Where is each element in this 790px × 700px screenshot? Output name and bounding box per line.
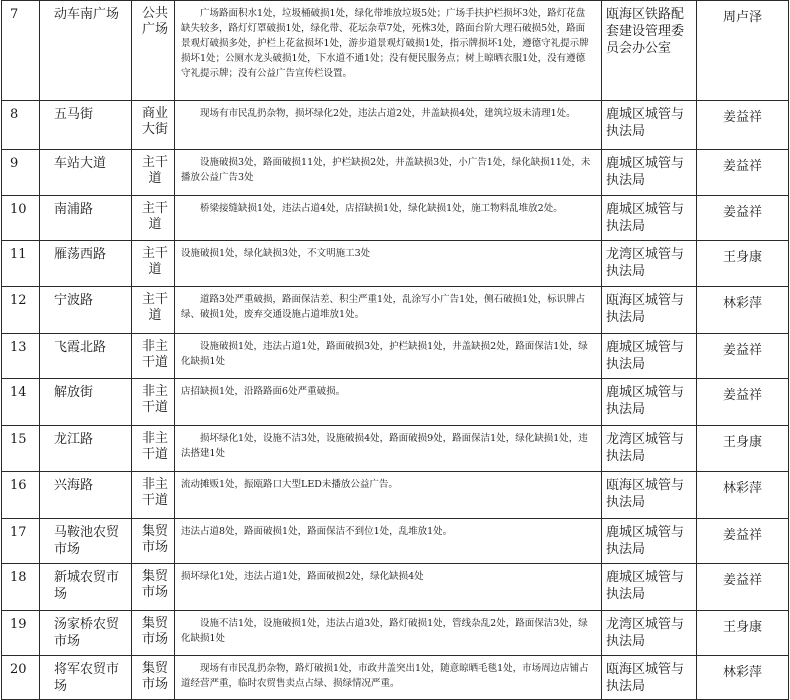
issue-description: 违法占道8处，路面破损1处，路面保洁不到位1处，乱堆放1处。 [175,519,602,564]
road-name: 动车南广场 [40,1,132,101]
road-name: 南浦路 [40,196,132,241]
table-row [2,150,789,196]
table-row [2,379,789,426]
issue-description: 现场有市民乱扔杂物，损坏绿化2处，违法占道2处，井盖缺损4处，建筑垃圾未清理1处。 [175,101,602,150]
responsible-person: 姜益祥 [697,334,789,379]
table-row [2,472,789,519]
row-number: 17 [2,519,40,564]
row-number: 8 [2,101,40,150]
responsible-person: 王身康 [697,426,789,472]
road-category: 主干道 [132,150,175,196]
responsible-person: 王身康 [697,241,789,287]
road-name: 兴海路 [40,472,132,519]
road-category: 主干道 [132,196,175,241]
responsible-person: 姜益祥 [697,150,789,196]
issue-description: 现场有市民乱扔杂物，路灯破损1处，市政井盖突出1处，随意晾晒毛毯1处，市场周边店铺占道经营严重，临时农贸售卖点占绿、损绿情况严重。 [175,656,602,700]
road-name: 新城农贸市场 [40,564,132,611]
responsible-department: 龙湾区城管与执法局 [602,611,697,656]
responsible-department: 鹿城区城管与执法局 [602,519,697,564]
row-number: 19 [2,611,40,656]
row-number: 11 [2,241,40,287]
row-number: 10 [2,196,40,241]
issue-description: 设施破损1处，绿化缺损3处，不文明施工3处 [175,241,602,287]
responsible-person: 林彩萍 [697,656,789,700]
road-name: 宁波路 [40,287,132,334]
road-name: 解放街 [40,379,132,426]
responsible-department: 龙湾区城管与执法局 [602,426,697,472]
table-row [2,241,789,287]
road-category: 集贸市场 [132,656,175,700]
responsible-department: 瓯海区铁路配套建设管理委员会办公室 [602,1,697,101]
table-row [2,656,789,700]
road-name: 龙江路 [40,426,132,472]
issue-description: 桥梁接缝缺损1处，违法占道4处，店招缺损1处，绿化缺损1处，施工物料乱堆放2处。 [175,196,602,241]
table-row [2,334,789,379]
row-number: 20 [2,656,40,700]
road-name: 五马街 [40,101,132,150]
row-number: 14 [2,379,40,426]
issue-description: 广场路面积水1处，垃圾桶破损1处，绿化带堆放垃圾5处；广场手扶护栏损坏3处，路灯花盘缺失较多，路灯灯罩破损1处，绿化带、花坛杂草7处，死株3处，路面台阶大理石破损5处，路面景观灯破损多处，护栏上花盆损坏1处，游步道景观灯破损1处，指示牌损坏1处，遵德守礼提示牌损坏1处；公厕水龙头破损1处，下水道不通1处；没有便民服务点；树上晾晒衣服1处，没有遵德守礼提示牌；没有公益广告宣传栏设置。 [175,1,602,101]
issue-description: 设施不洁1处，设施破损1处，违法占道3处，路灯破损1处，管线杂乱2处，路面保洁3处，绿化缺损1处 [175,611,602,656]
table-row [2,611,789,656]
road-name: 飞霞北路 [40,334,132,379]
table-row [2,287,789,334]
responsible-person: 姜益祥 [697,196,789,241]
road-category: 集贸市场 [132,519,175,564]
row-number: 18 [2,564,40,611]
road-name: 汤家桥农贸市场 [40,611,132,656]
road-category: 非主干道 [132,472,175,519]
table-row [2,101,789,150]
responsible-department: 鹿城区城管与执法局 [602,379,697,426]
table-row [2,519,789,564]
road-category: 集贸市场 [132,611,175,656]
road-category: 非主干道 [132,379,175,426]
responsible-department: 鹿城区城管与执法局 [602,101,697,150]
issue-description: 流动摊贩1处，振瓯路口大型LED未播放公益广告。 [175,472,602,519]
table-row [2,1,789,101]
responsible-person: 周卢泽 [697,1,789,101]
responsible-person: 姜益祥 [697,101,789,150]
road-category: 商业大街 [132,101,175,150]
table-row [2,426,789,472]
issue-description: 损坏绿化1处，违法占道1处，路面破损2处，绿化缺损4处 [175,564,602,611]
table-row [2,196,789,241]
road-category: 集贸市场 [132,564,175,611]
responsible-department: 瓯海区城管与执法局 [602,656,697,700]
responsible-department: 鹿城区城管与执法局 [602,196,697,241]
responsible-person: 姜益祥 [697,379,789,426]
responsible-person: 林彩萍 [697,287,789,334]
issue-description: 设施破损1处，违法占道1处，路面破损3处，护栏缺损1处，井盖缺损2处，路面保洁1处，绿化缺损1处 [175,334,602,379]
responsible-department: 鹿城区城管与执法局 [602,334,697,379]
road-category: 非主干道 [132,334,175,379]
row-number: 12 [2,287,40,334]
responsible-department: 鹿城区城管与执法局 [602,564,697,611]
road-name: 将军农贸市场 [40,656,132,700]
road-name: 雁荡西路 [40,241,132,287]
road-name: 马鞍池农贸市场 [40,519,132,564]
road-category: 非主干道 [132,426,175,472]
responsible-person: 姜益祥 [697,519,789,564]
issue-description: 损坏绿化1处，设施不洁3处，设施破损4处，路面破损9处，路面保洁1处，绿化缺损1处，违法搭建1处 [175,426,602,472]
responsible-department: 瓯海区城管与执法局 [602,287,697,334]
issue-description: 设施破损3处，路面破损11处，护栏缺损2处，井盖缺损3处，小广告1处，绿化缺损11处，未播放公益广告3处 [175,150,602,196]
responsible-person: 林彩萍 [697,472,789,519]
row-number: 9 [2,150,40,196]
responsible-person: 王身康 [697,611,789,656]
table-row [2,564,789,611]
road-category: 公共广场 [132,1,175,101]
road-category: 主干道 [132,241,175,287]
responsible-department: 龙湾区城管与执法局 [602,241,697,287]
issue-description: 店招缺损1处，沿路路面6处严重破损。 [175,379,602,426]
row-number: 15 [2,426,40,472]
responsible-department: 瓯海区城管与执法局 [602,472,697,519]
inspection-table [1,0,789,700]
road-name: 车站大道 [40,150,132,196]
issue-description: 道路3处严重破损，路面保洁差、积尘严重1处，乱涂写小广告1处，侧石破损1处，标识牌占绿、破损1处，废弃交通设施占道堆放1处。 [175,287,602,334]
row-number: 16 [2,472,40,519]
responsible-person: 姜益祥 [697,564,789,611]
row-number: 13 [2,334,40,379]
road-category: 主干道 [132,287,175,334]
row-number: 7 [2,1,40,101]
responsible-department: 鹿城区城管与执法局 [602,150,697,196]
